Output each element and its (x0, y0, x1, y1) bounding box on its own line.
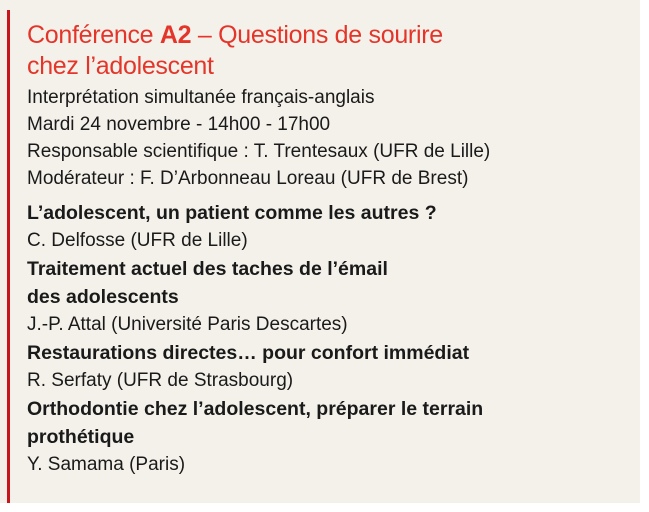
talk-speaker: Y. Samama (Paris) (27, 454, 186, 475)
talk-item (27, 395, 632, 479)
session-code: A2 (159, 21, 192, 49)
talk-speaker: R. Serfaty (UFR de Strasbourg) (27, 370, 294, 391)
session-content (27, 20, 632, 479)
talk-title (27, 255, 632, 311)
talk-title-line: des adolescents (27, 286, 179, 308)
session-title-line1 (27, 20, 632, 51)
session-meta (27, 84, 632, 192)
date-time: Mardi 24 novembre - 14h00 - 17h00 (27, 114, 331, 135)
talk-title (27, 199, 632, 227)
moderator: Modérateur : F. D’Arbonneau Loreau (UFR de Brest) (27, 168, 469, 189)
talk-item (27, 199, 632, 255)
session-title-line2: chez l’adolescent (27, 52, 214, 80)
talk-title (27, 339, 632, 367)
talk-list (27, 199, 632, 479)
title-suffix: – Questions de sourire (191, 21, 443, 49)
talk-speaker: J.-P. Attal (Université Paris Descartes) (27, 314, 348, 335)
title-prefix: Conférence (27, 21, 160, 49)
talk-title-line: prothétique (27, 426, 135, 448)
talk-title (27, 395, 632, 451)
talk-title-line: L’adolescent, un patient comme les autres ? (27, 202, 437, 224)
talk-item (27, 339, 632, 395)
talk-title-line: Orthodontie chez l’adolescent, préparer le terrain (27, 398, 484, 420)
talk-title-line: Traitement actuel des taches de l’émail (27, 258, 388, 280)
session-title (27, 20, 632, 82)
talk-title-line: Restaurations directes… pour confort immédiat (27, 342, 470, 364)
scientific-lead: Responsable scientifique : T. Trentesaux (UFR de Lille) (27, 141, 491, 162)
talk-speaker: C. Delfosse (UFR de Lille) (27, 230, 248, 251)
interpretation-info: Interprétation simultanée français-anglais (27, 87, 375, 108)
accent-bar (7, 10, 10, 503)
talk-item (27, 255, 632, 339)
